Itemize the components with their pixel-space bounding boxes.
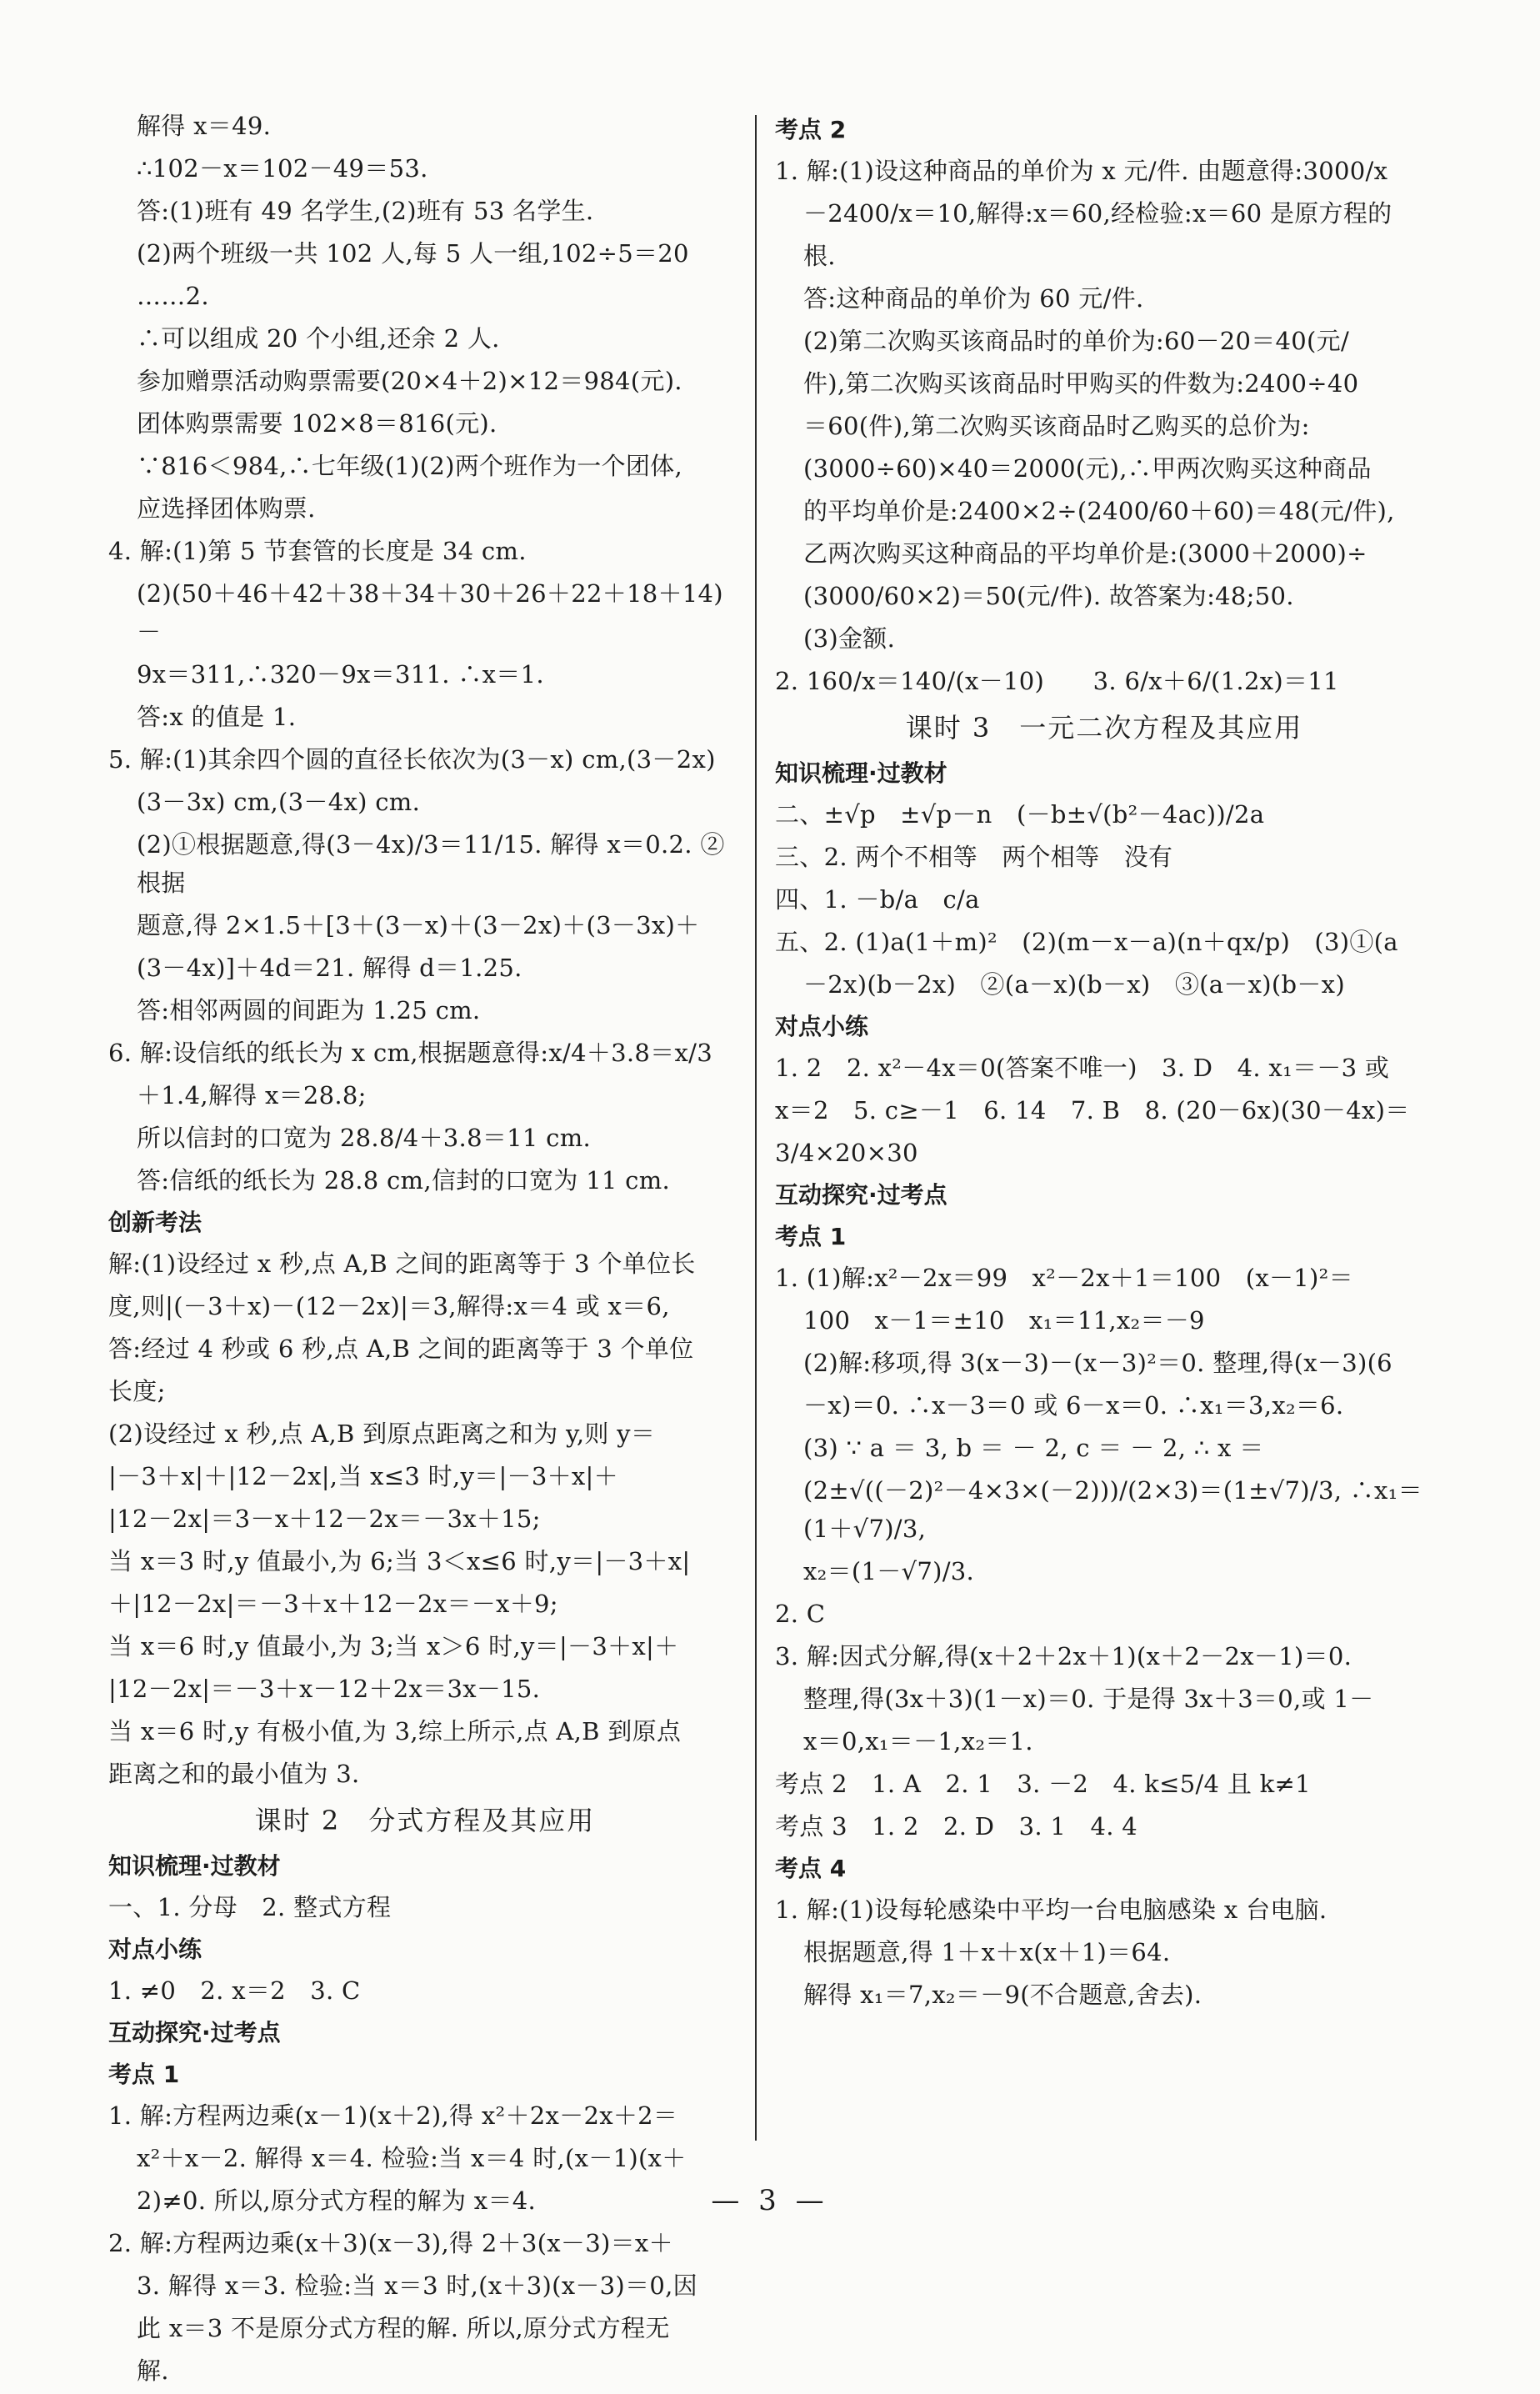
section-heading: 考点 4 (775, 1855, 847, 1882)
right-line: 根. (803, 242, 836, 270)
left-line: 参加赠票活动购票需要(20×4＋2)×12＝984(元). (137, 367, 682, 395)
left-line: 6. 解:设信纸的纸长为 x cm,根据题意得:x/4＋3.8＝x/3 (108, 1039, 712, 1067)
left-line: |12－2x|＝3－x＋12－2x＝－3x＋15; (108, 1505, 541, 1533)
right-line: 1. 解:(1)设这种商品的单价为 x 元/件. 由题意得:3000/x (775, 157, 1388, 185)
left-line: ∴可以组成 20 个小组,还余 2 人. (137, 324, 500, 353)
right-line: (2)解:移项,得 3(x－3)－(x－3)²＝0. 整理,得(x－3)(6 (803, 1349, 1392, 1377)
right-line: 答:这种商品的单价为 60 元/件. (803, 284, 1144, 313)
right-line: (2±√((－2)²－4×3×(－2)))/(2×3)＝(1±√7)/3, ∴x₁＝(1＋√7)/3, (803, 1476, 1422, 1543)
left-line: 答:相邻两圆的间距为 1.25 cm. (137, 996, 481, 1024)
left-line: 答:(1)班有 49 名学生,(2)班有 53 名学生. (137, 197, 594, 225)
left-line: |12－2x|＝－3＋x－12＋2x＝3x－15. (108, 1675, 541, 1703)
left-line: (3－4x)]＋4d＝21. 解得 d＝1.25. (137, 954, 522, 982)
right-line: (3) ∵ a ＝ 3, b ＝ － 2, c ＝ － 2, ∴ x ＝ (803, 1434, 1264, 1462)
right-line: x₂＝(1－√7)/3. (803, 1557, 975, 1585)
section-heading: 考点 1 (775, 1223, 847, 1250)
left-column (108, 107, 742, 2394)
right-line: 1. (1)解:x²－2x＝99 x²－2x＋1＝100 (x－1)²＝ (775, 1264, 1353, 1292)
section-heading: 对点小练 (108, 1936, 202, 1963)
right-line: 3. 解:因式分解,得(x＋2＋2x＋1)(x＋2－2x－1)＝0. (775, 1642, 1352, 1670)
right-line: (3000/60×2)＝50(元/件). 故答案为:48;50. (803, 582, 1294, 610)
left-line: 解:(1)设经过 x 秒,点 A,B 之间的距离等于 3 个单位长 (108, 1250, 696, 1278)
right-line: 件),第二次购买该商品时甲购买的件数为:2400÷40 (803, 369, 1359, 398)
right-line: －x)＝0. ∴x－3＝0 或 6－x＝0. ∴x₁＝3,x₂＝6. (803, 1391, 1344, 1420)
left-line: (2)①根据题意,得(3－4x)/3＝11/15. 解得 x＝0.2. ②根据 (137, 830, 725, 897)
left-line: 此 x＝3 不是原分式方程的解. 所以,原分式方程无 (137, 2314, 670, 2342)
left-line: 一、1. 分母 2. 整式方程 (108, 1893, 392, 1921)
left-line: 1. ≠0 2. x＝2 3. C (108, 1976, 361, 2005)
left-line: ＋1.4,解得 x＝28.8; (137, 1081, 367, 1109)
right-line: 2. C (775, 1600, 826, 1628)
left-line: ∴102－x＝102－49＝53. (137, 154, 428, 183)
left-line: x²＋x－2. 解得 x＝4. 检验:当 x＝4 时,(x－1)(x＋ (137, 2144, 687, 2172)
left-line: ∵816＜984,∴七年级(1)(2)两个班作为一个团体, (137, 452, 682, 480)
right-line: (2)第二次购买该商品时的单价为:60－20＝40(元/ (803, 327, 1350, 355)
left-line: 答:x 的值是 1. (137, 703, 297, 731)
left-line: 5. 解:(1)其余四个圆的直径长依次为(3－x) cm,(3－2x) (108, 745, 716, 774)
left-line: 答:经过 4 秒或 6 秒,点 A,B 之间的距离等于 3 个单位 (108, 1335, 694, 1363)
left-line: 答:信纸的纸长为 28.8 cm,信封的口宽为 11 cm. (137, 1166, 671, 1194)
right-line: 1. 解:(1)设每轮感染中平均一台电脑感染 x 台电脑. (775, 1896, 1328, 1924)
left-line: ＋|12－2x|＝－3＋x＋12－2x＝－x＋9; (108, 1590, 558, 1618)
left-line: |－3＋x|＋|12－2x|,当 x≤3 时,y＝|－3＋x|＋ (108, 1462, 618, 1490)
right-line: x＝2 5. c≥－1 6. 14 7. B 8. (20－6x)(30－4x)＝ (775, 1096, 1410, 1124)
right-line: x＝0,x₁＝－1,x₂＝1. (803, 1727, 1033, 1755)
right-line: 五、2. (1)a(1＋m)² (2)(m－x－a)(n＋qx/p) (3)①(a (775, 928, 1398, 956)
left-line: 4. 解:(1)第 5 节套管的长度是 34 cm. (108, 537, 527, 565)
right-column (775, 107, 1433, 2018)
right-line: 的平均单价是:2400×2÷(2400/60＋60)＝48(元/件), (803, 497, 1395, 525)
left-line: (3－3x) cm,(3－4x) cm. (137, 788, 421, 816)
right-line: 乙两次购买这种商品的平均单价是:(3000＋2000)÷ (803, 539, 1368, 568)
section-heading: 创新考法 (108, 1209, 202, 1236)
left-line: 解. (137, 2356, 169, 2385)
left-line: 9x＝311,∴320－9x＝311. ∴x＝1. (137, 660, 544, 689)
left-line: 所以信封的口宽为 28.8/4＋3.8＝11 cm. (137, 1124, 592, 1152)
left-line: 1. 解:方程两边乘(x－1)(x＋2),得 x²＋2x－2x＋2＝ (108, 2101, 678, 2130)
right-line: －2400/x＝10,解得:x＝60,经检验:x＝60 是原方程的 (803, 199, 1392, 228)
section-heading: 互动探究·过考点 (775, 1181, 948, 1209)
right-line: ＝60(件),第二次购买该商品时乙购买的总价为: (803, 412, 1310, 440)
right-line: 考点 3 1. 2 2. D 3. 1 4. 4 (775, 1812, 1138, 1841)
page-number: — 3 — (711, 2184, 829, 2217)
lesson-title: 课时 2 分式方程及其应用 (254, 1805, 596, 1836)
right-line: 3/4×20×30 (775, 1139, 918, 1167)
right-line: 二、±√p ±√p－n (－b±√(b²－4ac))/2a (775, 800, 1265, 829)
right-line: 1. 2 2. x²－4x＝0(答案不唯一) 3. D 4. x₁＝－3 或 (775, 1054, 1390, 1082)
left-line: 题意,得 2×1.5＋[3＋(3－x)＋(3－2x)＋(3－3x)＋ (137, 911, 700, 939)
left-line: 度,则|(－3＋x)－(12－2x)|＝3,解得:x＝4 或 x＝6, (108, 1292, 670, 1320)
left-line: 团体购票需要 102×8＝816(元). (137, 409, 498, 438)
left-line: 解得 x＝49. (137, 112, 272, 140)
column-divider (755, 115, 757, 2141)
right-line: 100 x－1＝±10 x₁＝11,x₂＝－9 (803, 1306, 1205, 1335)
left-line: 当 x＝6 时,y 值最小,为 3;当 x＞6 时,y＝|－3＋x|＋ (108, 1632, 679, 1660)
right-line: (3000÷60)×40＝2000(元),∴甲两次购买这种商品 (803, 454, 1372, 483)
right-line: 四、1. －b/a c/a (775, 885, 980, 914)
section-heading: 考点 1 (108, 2061, 180, 2088)
left-line: 2. 解:方程两边乘(x＋3)(x－3),得 2＋3(x－3)＝x＋ (108, 2229, 673, 2257)
left-line: (2)设经过 x 秒,点 A,B 到原点距离之和为 y,则 y＝ (108, 1420, 656, 1448)
lesson-title: 课时 3 一元二次方程及其应用 (905, 712, 1303, 744)
left-line: 长度; (108, 1377, 166, 1405)
left-line: 应选择团体购票. (137, 494, 316, 523)
right-line: 根据题意,得 1＋x＋x(x＋1)＝64. (803, 1938, 1171, 1966)
section-heading: 知识梳理·过教材 (775, 759, 948, 787)
right-line: 三、2. 两个不相等 两个相等 没有 (775, 843, 1173, 871)
left-line: (2)(50＋46＋42＋38＋34＋30＋26＋22＋18＋14)－ (137, 579, 723, 646)
left-line: (2)两个班级一共 102 人,每 5 人一组,102÷5＝20 (137, 239, 689, 268)
section-heading: 对点小练 (775, 1013, 869, 1040)
section-heading: 知识梳理·过教材 (108, 1852, 281, 1880)
right-line: (3)金额. (803, 624, 896, 653)
left-line: 当 x＝3 时,y 值最小,为 6;当 3＜x≤6 时,y＝|－3＋x| (108, 1547, 691, 1575)
right-line: 解得 x₁＝7,x₂＝－9(不合题意,舍去). (803, 1981, 1202, 2009)
right-line: 2. 160/x＝140/(x－10) 3. 6/x＋6/(1.2x)＝11 (775, 667, 1339, 695)
right-line: －2x)(b－2x) ②(a－x)(b－x) ③(a－x)(b－x) (803, 970, 1345, 999)
section-heading: 考点 2 (775, 116, 847, 143)
left-line: 当 x＝6 时,y 有极小值,为 3,综上所示,点 A,B 到原点 (108, 1717, 682, 1745)
left-line: 2)≠0. 所以,原分式方程的解为 x＝4. (137, 2186, 537, 2215)
right-line: 整理,得(3x＋3)(1－x)＝0. 于是得 3x＋3＝0,或 1－ (803, 1685, 1374, 1713)
left-line: 3. 解得 x＝3. 检验:当 x＝3 时,(x＋3)(x－3)＝0,因 (137, 2271, 698, 2300)
left-line: ……2. (137, 282, 209, 310)
section-heading: 互动探究·过考点 (108, 2019, 281, 2046)
left-line: 距离之和的最小值为 3. (108, 1760, 360, 1788)
right-line: 考点 2 1. A 2. 1 3. －2 4. k≤5/4 且 k≠1 (775, 1770, 1311, 1798)
